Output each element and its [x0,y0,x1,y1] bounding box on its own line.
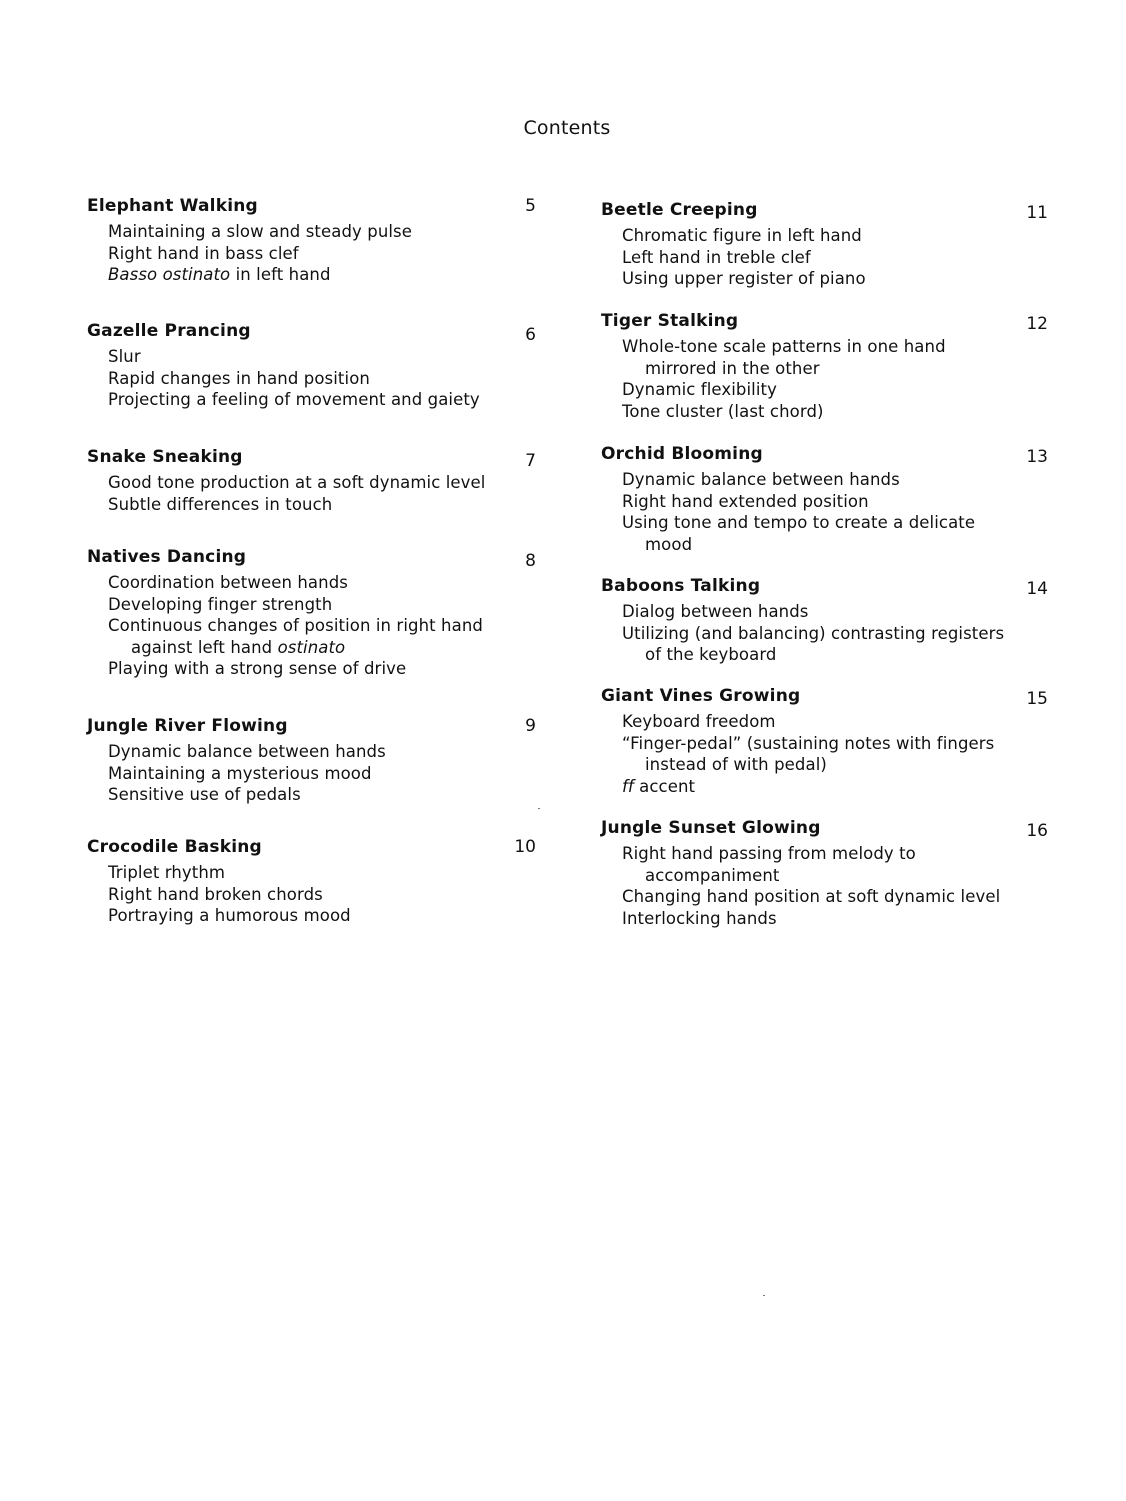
entry-title: Snake Sneaking [87,447,243,467]
scan-speck [763,1295,765,1296]
entry-topic-list [622,225,1042,290]
topic-text: in left hand [230,265,331,284]
entry-title: Elephant Walking [87,196,258,216]
topic-item [108,615,523,658]
topic-item: Dynamic balance between hands [622,470,900,489]
entry-topic-list [108,221,523,286]
topic-text: against left hand [131,637,278,657]
entry-page-number: 5 [525,196,536,216]
entry-title: Orchid Blooming [601,444,763,464]
topic-text: Utilizing (and balancing) contrasting registers [622,623,1005,643]
topic-text: Continuous changes of position in right hand [108,616,483,635]
topic-item [622,843,1042,886]
topic-item [622,512,1042,555]
entry-title: Jungle Sunset Glowing [601,818,821,838]
entry-title: Giant Vines Growing [601,686,801,706]
topic-item: Triplet rhythm [108,863,226,882]
topic-item: Left hand in treble clef [622,247,811,267]
topic-text: accent [633,776,696,796]
topic-continuation [108,637,523,659]
entry-page-number: 8 [525,551,536,571]
topic-item: Projecting a feeling of movement and gaiety [108,390,480,409]
topic-item: Maintaining a slow and steady pulse [108,222,413,241]
entry-topic-list [622,336,1042,422]
topic-text: Using tone and tempo to create a delicate [622,513,976,532]
entry-topic-list [108,572,523,680]
topic-item: Rapid changes in hand position [108,368,370,388]
entry-page-number: 11 [1026,203,1048,223]
topic-item: Playing with a strong sense of drive [108,659,407,678]
topic-item: Right hand in bass clef [108,243,299,263]
entry-topic-list [108,862,523,927]
topic-text: Whole-tone scale patterns in one hand [622,337,946,356]
topic-item [622,733,1042,776]
entry-title: Crocodile Basking [87,837,262,857]
topic-item [622,336,1042,379]
topic-item: Portraying a humorous mood [108,906,351,925]
entry-topic-list [622,711,1042,797]
entry-title: Baboons Talking [601,576,761,596]
entry-topic-list [622,601,1042,666]
topic-item: Sensitive use of pedals [108,785,301,804]
entry-page-number: 13 [1026,447,1048,467]
topic-item: Tone cluster (last chord) [622,401,824,421]
entry-title: Jungle River Flowing [87,716,288,736]
entry-topic-list [622,843,1042,929]
entry-page-number: 12 [1026,314,1048,334]
topic-item: Subtle differences in touch [108,494,333,514]
entry-page-number: 10 [514,837,536,857]
entry-page-number: 6 [525,325,536,345]
entry-topic-list [108,741,523,806]
entry-topic-list [108,346,523,411]
entry-topic-list [622,469,1042,555]
topic-item: Changing hand position at soft dynamic level [622,887,1001,906]
topic-item: Dialog between hands [622,602,809,621]
topic-italic-text: ostinato [277,637,346,657]
topic-item: Interlocking hands [622,908,777,928]
entry-title: Gazelle Prancing [87,321,251,341]
topic-item [622,623,1042,666]
entry-page-number: 14 [1026,579,1048,599]
topic-item: Chromatic figure in left hand [622,226,862,245]
topic-item: Keyboard freedom [622,712,776,731]
topic-item [622,776,1042,798]
topic-item: Dynamic balance between hands [108,742,386,761]
topic-item: Dynamic flexibility [622,380,777,399]
page-title: Contents [523,117,611,139]
entry-page-number: 16 [1026,821,1048,841]
topic-continuation: mirrored in the other [645,358,820,378]
topic-italic-text: Basso ostinato [108,265,231,284]
entry-page-number: 9 [525,716,536,736]
topic-item [108,264,523,286]
topic-item: Good tone production at a soft dynamic level [108,473,486,492]
topic-item: Coordination between hands [108,573,348,592]
topic-item: Right hand broken chords [108,884,323,904]
topic-text: “Finger-pedal” (sustaining notes with fingers [622,733,995,753]
topic-continuation: mood [645,534,693,554]
entry-title: Beetle Creeping [601,200,758,220]
topic-text: Right hand passing from melody to [622,844,916,863]
entry-page-number: 7 [525,451,536,471]
topic-italic-text: ff [622,776,634,796]
scan-speck [538,808,540,809]
topic-item: Maintaining a mysterious mood [108,763,372,783]
topic-continuation: instead of with pedal) [645,755,827,774]
entry-page-number: 15 [1026,689,1048,709]
topic-continuation: accompaniment [645,865,780,885]
topic-item: Developing finger strength [108,594,333,614]
topic-item: Using upper register of piano [622,269,866,288]
topic-item: Slur [108,347,141,366]
entry-topic-list [108,472,523,515]
topic-item: Right hand extended position [622,491,869,511]
entry-title: Tiger Stalking [601,311,739,331]
entry-title: Natives Dancing [87,547,247,567]
topic-continuation: of the keyboard [645,645,777,664]
